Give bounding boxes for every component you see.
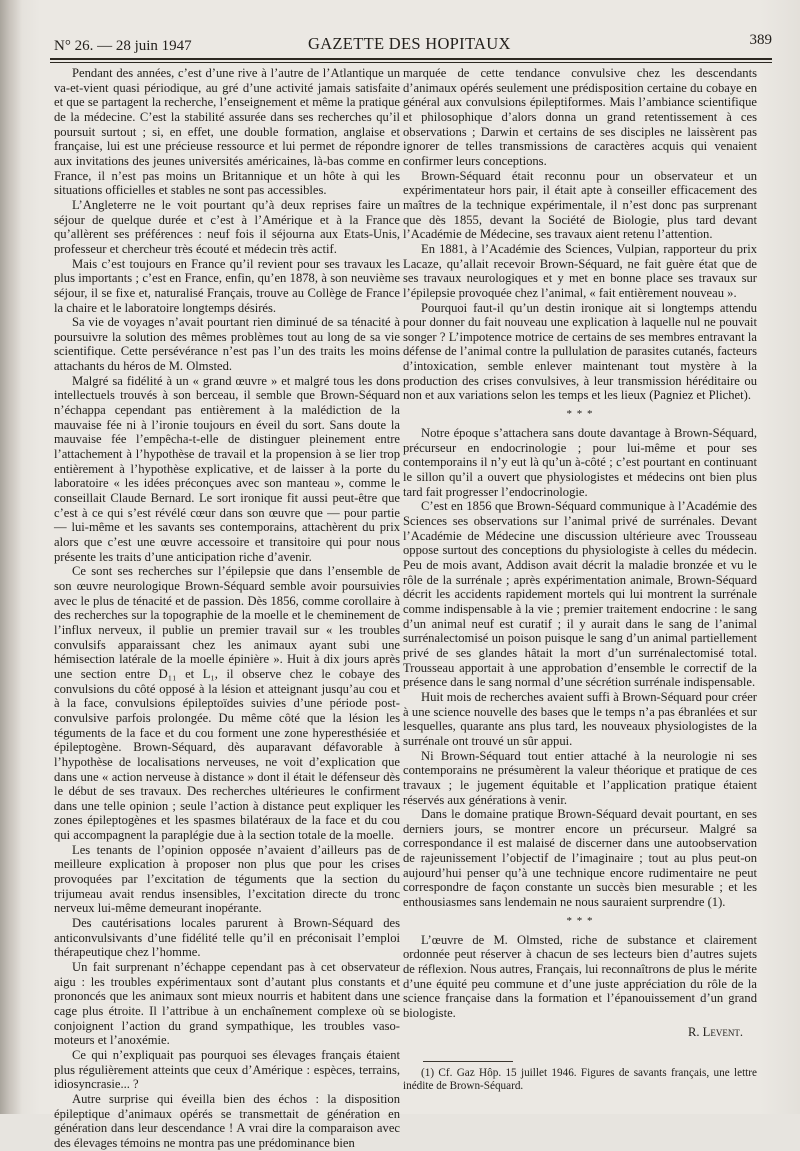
- author-signature: R. Levent.: [687, 1024, 743, 1039]
- left-column: [54, 66, 400, 1151]
- issue-date: N° 26. — 28 juin 1947: [54, 38, 192, 54]
- paragraph: En 1881, à l’Académie des Sciences, Vulpian, rapporteur du prix Lacaze, qu’allait recevoir Brown-Séquard, ne fait guère état que de ses travaux neurologiques et y met en bonne place ses travaux sur l’épilepsie provoquée chez l’animal, « fait entièrement nouveau ».: [403, 241, 757, 300]
- paragraph: Mais c’est toujours en France qu’il revient pour ses travaux les plus importants ; c’est en France, enfin, qu’en 1878, à son neuvième séjour, il se fixe et, naturalisé Français, trouve au Collège de France la chaire et le laboratoire longtemps désirés.: [54, 256, 400, 315]
- paragraph: Brown-Séquard était reconnu pour un observateur et un expérimentateur hors pair, il était apte à conseiller efficacement des maîtres de la technique expérimentale, il n’est donc pas surprenant que dès 1855, devant la Société de Biologie, plus tard devant l’Académie de Médecine, ses travaux aient retenu l’attention.: [403, 168, 757, 242]
- paragraph: Pourquoi faut-il qu’un destin ironique ait si longtemps attendu pour donner du fait nouveau une explication à laquelle nul ne pouvait songer ? L’impotence motrice de certains de ses membres entravant la défense de l’animal contre la pullulation de parasites cutanés, facteurs d’intoxication, semble enlever maintenant tout mystère à la production des crises convulsives, à leur transmission héréditaire ou non et aux variations selon les temps et les lieux (Pagniez et Plichet).: [403, 300, 757, 403]
- section-separator: * * *: [566, 914, 594, 927]
- section-separator: * * *: [566, 408, 594, 421]
- page-header: [50, 32, 772, 58]
- paragraph: L’œuvre de M. Olmsted, riche de substance et clairement ordonnée peut réserver à chacun de ses lecteurs bien d’autres sujets de réflexion. Nous autres, Français, lui reconnaîtrons de plus le mérite d’une équité peu commune et d’une juste appréciation du rôle de la science française dans la formation et l’épanouissement d’un grand biologiste.: [403, 932, 757, 1021]
- paragraph: Ni Brown-Séquard tout entier attaché à la neurologie ni ses contemporains ne présumèrent la valeur théorique et pratique de ces travaux ; le jugement équitable et l’application pratique étaient réservés aux générations à venir.: [403, 748, 757, 807]
- right-column: [403, 66, 757, 1093]
- paragraph: Notre époque s’attachera sans doute davantage à Brown-Séquard, précurseur en endocrinologie ; pour lui-même et pour ses contemporains il n’y eut là qu’un à-côté ; c’est pourtant en continuant le sillon qu’il a ouvert que physiologistes et médecins ont bien plus tard fait progresser l’endocrinologie.: [403, 426, 757, 499]
- paragraph: Des cautérisations locales parurent à Brown-Séquard des anticonvulsivants d’une fidélité telle qu’il en préconisait l’emploi thérapeutique chez l’homme.: [54, 916, 400, 960]
- header-rule: [50, 58, 772, 60]
- paragraph: Autre surprise qui éveilla bien des échos : la disposition épileptique d’animaux opérés se transmettait de génération en génération dans leur descendance ! A vrai dire la comparaison avec des élevages témoins ne montra pas une prédominance bien: [54, 1091, 400, 1150]
- paragraph: Sa vie de voyages n’avait pourtant rien diminué de sa ténacité à poursuivre la solution des mêmes problèmes tout au long de sa vie scientifique. Cette persévérance n’est pas l’un des traits les moins attachants du héros de M. Olmsted.: [54, 315, 400, 374]
- page-binding-shadow: [0, 0, 22, 1114]
- paragraph: Ce sont ses recherches sur l’épilepsie que dans l’ensemble de son œuvre neurologique Brown-Séquard semble avoir poursuivies avec le plus de ténacité et de passion. Dès 1856, comme corollaire à des recherches sur la topographie de la moelle et le cheminement de l’influx nerveux, il publie un premier travail sur « les troubles convulsifs apparaissant chez les animaux ayant subi une hémisection latérale de la moelle épinière ». Huit à dix jours après une section entre D₁₁ et L₁, il observe chez le cobaye des convulsions du côté opposé à la lésion et atteignant jusqu’au cou et à la face, convulsions épileptoïdes suivies d’une période post-convulsive parfois prolongée. Du même côté que la lésion les téguments de la face et du cou forment une zone hyperesthésiée et épileptogène. Brown-Séquard, dès auparavant défavorable à l’hypothèse de localisations nerveuses, ne voit d’explication que dans une « action nerveuse à distance » dont il était le défenseur dès le début de ses travaux. Des recherches ultérieures le confirment dans une telle opinion ; seule l’action à distance peut expliquer les zones épileptogènes et les spasmes bilatéraux de la face et du cou qui accompagnent la paraplégie due à la section totale de la moelle.: [54, 564, 400, 843]
- page-number: 389: [749, 32, 772, 48]
- paragraph: L’Angleterre ne le voit pourtant qu’à deux reprises faire un séjour de quelque durée et c’est à l’Amérique et à la France qu’allèrent ses préférences : neuf fois il séjourna aux Etats-Unis, professeur et chercheur très écouté et médecin très actif.: [54, 197, 400, 256]
- paragraph: Les tenants de l’opinion opposée n’avaient d’ailleurs pas de meilleure explication à proposer non plus que pour les crises provoquées par l’excitation de téguments que la section du trijumeau avait rendus insensibles, l’excitation directe du tronc nerveux lui-même demeurant inopérante.: [54, 842, 400, 916]
- paragraph: Dans le domaine pratique Brown-Séquard devait pourtant, en ses derniers jours, se montrer encore un précurseur. Malgré sa correspondance il est malaisé de discerner dans une autoobservation de rajeunissement l’objectif de l’imaginaire ; tout au plus peut-on aujourd’hui penser qu’à une technique encore rudimentaire ne peut correspondre de façon constante un succès bien mesurable ; et les enthousiasmes sans lendemain ne nous sauraient surprendre (1).: [403, 807, 757, 910]
- journal-title: GAZETTE DES HOPITAUX: [308, 34, 511, 53]
- paragraph: Malgré sa fidélité à un « grand œuvre » et malgré tous les dons intellectuels trouvés à son berceau, il semble que Brown-Séquard n’échappa cependant pas entièrement à la malédiction de la mauvaise fée ni à l’ironie toujours en éveil du sort. Sans doute la mauvaise fée l’empêcha-t-elle de distinguer pleinement entre l’attachement à l’hypothèse de travail et la propension à se lier trop entièrement à l’hypothèse explicative, et de laisser à la porte du laboratoire « les idées préconçues avec son manteau », comme le conseillait Claude Bernard. Le sort ironique fit aussi peut-être que c’est à ce qui s’est révélé cœur dans son œuvre que — pour partie — lui-même et les savants ses contemporains, attachèrent du prix alors que c’est une œuvre accessoire et transitoire qui pour nous présente les traits d’une anticipation riche d’avenir.: [54, 373, 400, 564]
- paragraph: C’est en 1856 que Brown-Séquard communique à l’Académie des Sciences ses observations sur l’animal privé de surrénales. Devant l’Académie de Médecine une discussion ultérieure avec Trousseau oppose surtout des conceptions du physiologiste à celles du médecin. Peu de mois avant, Addison avait décrit la maladie bronzée et vu le rôle de la surrénale ; après expérimentation animale, Brown-Séquard décrit les accidents rapidement mortels qui lui montrent la surrénale comme indispensable à la vie ; premier traitement endocrine : le sang d’un animal neuf est curatif ; il y aurait dans le sang de l’animal surrénalectomisé un poison puisque le sang d’un animal partiellement privé de ses glandes hâtait la mort d’un surrénalectomisé total. Trousseau apportait à une approbation d’ensemble le correctif de la présence dans le sang normal d’une sécrétion surrénale indispensable.: [403, 499, 757, 690]
- paragraph: marquée de cette tendance convulsive chez les descendants d’animaux opérés seulement une prédisposition certaine du cobaye en général aux convulsions épileptiformes. Mais l’ambiance scientifique et philosophique d’alors donna un grand retentissement à ces observations ; Darwin et certains de ses disciples ne laissèrent pas ignorer de telles transmissions de caractères acquis qui venaient confirmer leurs conceptions.: [403, 66, 757, 168]
- footnote: (1) Cf. Gaz Hôp. 15 juillet 1946. Figures de savants français, une lettre inédite de Brown-Séquard.: [403, 1067, 757, 1093]
- paragraph: Ce qui n’expliquait pas pourquoi ses élevages français étaient plus régulièrement atteints que ceux d’Amérique : espèces, terrains, idiosyncrasie... ?: [54, 1047, 400, 1092]
- header-rule-thin: [50, 62, 772, 63]
- paragraph: Huit mois de recherches avaient suffi à Brown-Séquard pour créer à une science nouvelle des bases que le temps n’a pas ébranlées et sur lesquelles, quarante ans plus tard, les nouveaux physiologistes de la surrénale ont trouvé un sûr appui.: [403, 689, 757, 748]
- footnote-rule: [423, 1061, 513, 1062]
- paragraph: Un fait surprenant n’échappe cependant pas à cet observateur aigu : les troubles expérimentaux sont d’autant plus constants et prononcés que les animaux sont mieux nourris et habitent dans une cage plus étroite. Il l’attribue à un enchaînement complexe où se conjoignent l’action du grand sympathique, les troubles vaso-moteurs et l’anoxémie.: [54, 960, 400, 1048]
- paragraph: Pendant des années, c’est d’une rive à l’autre de l’Atlantique un va-et-vient quasi périodique, au gré d’une activité jamais satisfaite et que se partagent la recherche, l’enseignement et même la pratique de la médecine. C’est la stabilité assurée dans ses recherches qu’il poursuit surtout ; si, en effet, une double formation, anglaise et française, lui est une précieuse ressource et lui permet de répondre aux invitations des jeunes universités américaines, là-bas comme en France, il n’est pas moins un Britannique et un hôte à qui les situations officielles et stables ne sont pas accessibles.: [54, 66, 400, 198]
